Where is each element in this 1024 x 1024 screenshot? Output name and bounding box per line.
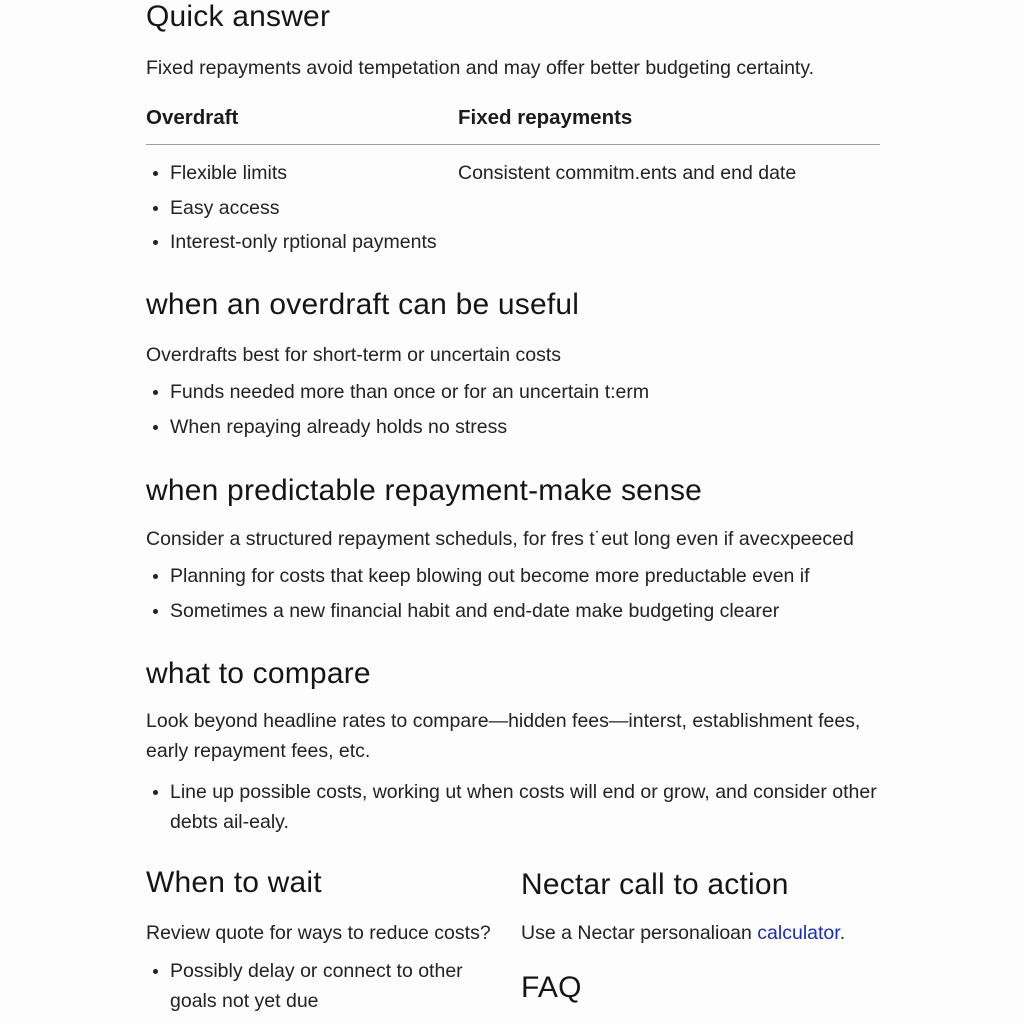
faq-heading: FAQ — [521, 971, 582, 1004]
when-to-wait-item: Possibly delay or connect to other goals not yet due — [146, 956, 510, 1016]
quick-answer-heading: Quick answer — [146, 0, 331, 33]
overdraft-list-item: Easy access — [146, 193, 279, 223]
table-divider — [146, 144, 880, 145]
overdraft-list-item: Interest-only rptional payments — [146, 227, 437, 257]
calculator-link[interactable]: calculator — [757, 922, 840, 944]
overdraft-column-header: Overdraft — [146, 106, 239, 129]
overdraft-list-item: Flexible limits — [146, 158, 287, 188]
fixed-repayments-column-header: Fixed repayments — [458, 106, 633, 129]
compare-item: Line up possible costs, working ut when costs will end or grow, and consider other debts ail-ealy. — [146, 777, 886, 837]
cta-text-after: . — [839, 922, 846, 944]
fixed-repayments-cell: Consistent commitm.ents and end date — [458, 162, 797, 184]
overdraft-useful-item: When repaying already holds no stress — [146, 412, 507, 442]
cta-text-before: Use a Nectar personalioan — [521, 922, 758, 944]
compare-heading: what to compare — [146, 657, 371, 690]
overdraft-useful-intro: Overdrafts best for short-term or uncertain costs — [146, 344, 562, 366]
compare-intro: Look beyond headline rates to compare—hidden fees—interst, establishment fees, early repayment fees, etc. — [146, 710, 861, 762]
cta-text — [521, 922, 845, 945]
cta-heading: Nectar call to action — [521, 868, 789, 901]
predictable-item: Planning for costs that keep blowing out become more preductable even if — [146, 561, 810, 591]
overdraft-useful-item: Funds needed more than once or for an uncertain t:erm — [146, 377, 649, 407]
when-to-wait-heading: When to wait — [146, 866, 322, 899]
when-to-wait-intro: Review quote for ways to reduce costs? — [146, 922, 491, 944]
predictable-item: Sometimes a new financial habit and end-date make budgeting clearer — [146, 596, 779, 626]
overdraft-useful-heading: when an overdraft can be useful — [146, 288, 580, 321]
predictable-heading: when predictable repayment-make sense — [146, 474, 703, 507]
predictable-intro: Consider a structured repayment scheduls, for fres t˙eut long even if avecxpeeced — [146, 528, 854, 550]
quick-answer-text: Fixed repayments avoid tempetation and may offer better budgeting certainty. — [146, 57, 815, 79]
